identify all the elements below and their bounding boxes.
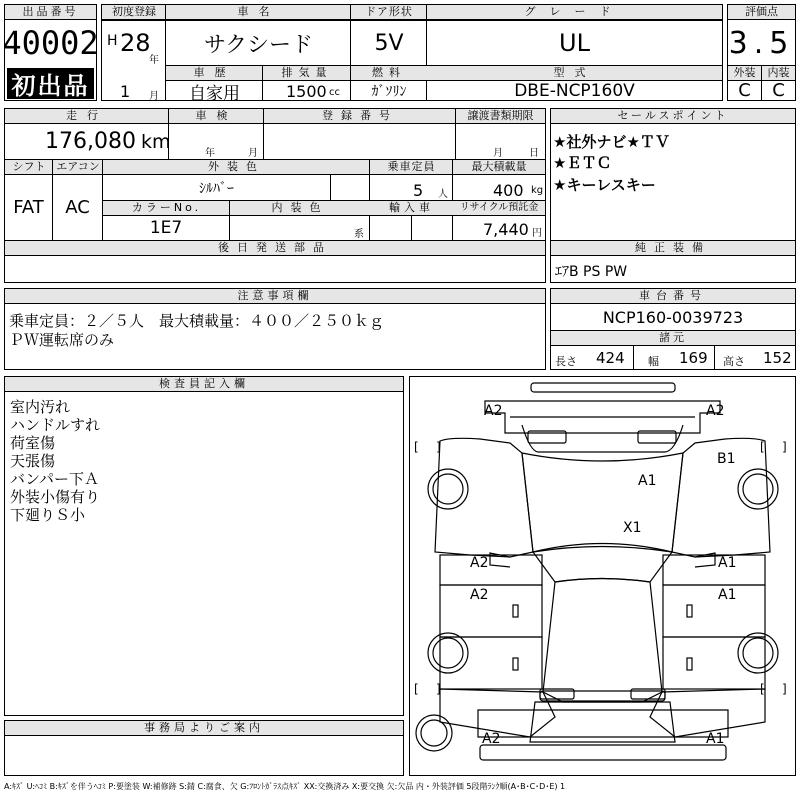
exterior-color-label: 外装色 xyxy=(103,160,370,175)
front-bumper xyxy=(480,745,726,760)
grade-label: グレード xyxy=(427,5,722,20)
transfer-label: 譲渡書類期限 xyxy=(456,109,545,124)
right-rear-door xyxy=(663,585,765,637)
legend: A:ｷｽﾞ U:ﾍｺﾐ B:ｷｽﾞを伴うﾍｺﾐ P:要塗装 W:補修跡 S:錆 C:腐食、欠 G:ﾌﾛﾝﾄｶﾞﾗｽ点ｷｽﾞ XX:交換済み X:要交換 欠:欠品 内・外装評価 5段階ﾗﾝｸ順(A･B･C･D･E) 1 xyxy=(4,782,566,791)
bracket-top-left-close: ] xyxy=(436,440,441,454)
sales-point-item: ★キーレスキー xyxy=(553,176,656,194)
inspector-line: ハンドルすれ xyxy=(10,416,101,434)
bracket-bottom-left: [ xyxy=(414,682,419,696)
displacement-unit: cc xyxy=(329,87,340,98)
model-value: DBE-NCP160V xyxy=(514,81,635,101)
notes-line: ＰＷ運転席のみ xyxy=(9,331,115,349)
exterior-color-value: ｼﾙﾊﾞｰ xyxy=(199,180,234,197)
capacity-value: 5 xyxy=(413,181,424,200)
score-label: 評価点 xyxy=(728,5,795,20)
inspection-month-unit: 月 xyxy=(248,148,258,159)
car-name-label: 車名 xyxy=(166,5,351,20)
right-front-door xyxy=(663,637,765,689)
notes-box xyxy=(4,288,546,370)
parts-later-label: 後日発送部品 xyxy=(5,241,545,256)
notes-label: 注意事項欄 xyxy=(5,289,545,304)
score-value: 3.5 xyxy=(728,25,795,61)
car-name-value: サクシード xyxy=(203,32,314,58)
front-grille xyxy=(530,702,675,742)
mileage-value: 176,080 xyxy=(45,129,136,154)
inspection-label: 車検 xyxy=(169,109,264,124)
registration-year: 28 xyxy=(120,29,151,57)
mark-left-rear-door: A2 xyxy=(470,555,489,571)
length-value: 424 xyxy=(596,349,625,367)
inspector-box xyxy=(4,376,404,716)
car-diagram-svg xyxy=(410,377,795,775)
inspector-line: バンパー下Ａ xyxy=(10,470,99,488)
bracket-bottom-right: [ xyxy=(760,682,765,696)
lot-box xyxy=(4,4,97,101)
transfer-month-unit: 月 xyxy=(493,148,503,159)
fuel-label: 燃料 xyxy=(351,66,427,81)
first-listing-badge: 初出品 xyxy=(7,68,94,99)
chassis-value: NCP160-0039723 xyxy=(602,307,744,327)
right-rear-door-top xyxy=(663,555,765,585)
office-label: 事務局よりご案内 xyxy=(5,721,403,736)
left-front-fender xyxy=(440,689,555,737)
inspector-line: 外装小傷有り xyxy=(10,488,101,506)
transfer-day-unit: 日 xyxy=(529,148,539,159)
chassis-box xyxy=(550,288,796,370)
height-value: 152 xyxy=(763,349,792,367)
import-label: 輸入車 xyxy=(370,201,453,216)
rear-glass xyxy=(522,425,683,452)
plate-label: 登録番号 xyxy=(264,109,456,124)
interior-score: C xyxy=(772,79,785,101)
interior-color-unit: 系 xyxy=(354,229,364,240)
inspector-line: 下廻りＳ小 xyxy=(10,506,86,524)
recycle-unit: 円 xyxy=(532,228,542,239)
mark-right-front-door: A1 xyxy=(718,587,737,603)
bracket-top-right: [ xyxy=(760,440,765,454)
max-load-label: 最大積載量 xyxy=(453,160,545,175)
sales-point-item: ★ＥＴＣ xyxy=(553,154,612,172)
notes-line: 乗車定員：２／５人 最大積載量：４００／２５０ｋｇ xyxy=(9,312,385,330)
registration-month: 1 xyxy=(120,82,131,101)
bracket-top-left: [ xyxy=(414,440,419,454)
lot-label: 出品番号 xyxy=(5,5,96,20)
exterior-score-label: 外装 xyxy=(728,66,761,81)
sales-points-label: セールスポイント xyxy=(551,109,795,124)
color-no-value: 1E7 xyxy=(149,218,183,238)
left-rear-fender xyxy=(435,438,533,557)
front-bumper-area xyxy=(478,710,728,737)
inspector-line: 荷室傷 xyxy=(10,434,56,452)
equipment-label: 純正装備 xyxy=(551,241,795,256)
mark-hood: X1 xyxy=(623,520,642,536)
left-rear-door-top xyxy=(440,555,542,585)
inspector-label: 検査員記入欄 xyxy=(5,377,403,392)
equipment-value: ｴｱB PS PW xyxy=(555,264,628,280)
mileage-label: 走行 xyxy=(5,109,169,124)
width-label: 幅 xyxy=(648,355,659,368)
inspector-line: 室内汚れ xyxy=(10,398,71,416)
max-load-value: 400 xyxy=(493,181,524,200)
office-box xyxy=(4,720,404,776)
color-no-label: カラーNo. xyxy=(103,201,230,216)
lot-number: 40002 xyxy=(2,24,99,62)
inspector-line: 天張傷 xyxy=(10,452,56,470)
score-box xyxy=(727,4,796,101)
door-value: 5V xyxy=(374,30,404,56)
length-label: 長さ xyxy=(555,355,577,368)
mark-rear-left: A2 xyxy=(484,403,503,419)
shift-value: FAT xyxy=(13,196,44,218)
mark-rear-right-wheel: B1 xyxy=(717,451,736,467)
bracket-top-right-close: ] xyxy=(782,440,787,454)
car-diagram xyxy=(409,376,796,776)
hood xyxy=(543,579,662,703)
left-rear-door xyxy=(440,585,542,637)
history-label: 車歴 xyxy=(166,66,263,81)
mark-roof: A1 xyxy=(638,473,657,489)
inspection-year-unit: 年 xyxy=(205,148,215,159)
interior-color-label: 内装色 xyxy=(230,201,370,216)
details-grid xyxy=(4,108,546,283)
recycle-value: 7,440 xyxy=(483,220,529,239)
registration-label: 初度登録 xyxy=(102,5,166,20)
exterior-score: C xyxy=(738,79,751,101)
height-label: 高さ xyxy=(723,355,745,368)
registration-month-unit: 月 xyxy=(149,91,159,102)
interior-score-label: 内装 xyxy=(762,66,795,81)
aircon-value: AC xyxy=(65,196,90,218)
left-front-door xyxy=(440,637,542,689)
capacity-unit: 人 xyxy=(438,189,448,200)
shift-label: シフト xyxy=(5,160,53,175)
rear-bumper-top xyxy=(531,383,675,392)
mark-left-front-door: A2 xyxy=(470,587,489,603)
recycle-label: リサイクル預託金 xyxy=(453,201,545,216)
fuel-value: ｶﾞｿﾘﾝ xyxy=(371,84,407,100)
bracket-bottom-right-close: ] xyxy=(782,682,787,696)
mark-front-right: A1 xyxy=(706,731,725,747)
registration-year-unit: 年 xyxy=(149,55,159,66)
grade-value: UL xyxy=(559,29,590,57)
width-value: 169 xyxy=(679,349,708,367)
bracket-bottom-left-close: ] xyxy=(436,682,441,696)
aircon-label: エアコン xyxy=(53,160,103,175)
header-grid xyxy=(101,4,723,104)
sales-point-item: ★社外ナビ★ＴＶ xyxy=(553,133,670,151)
mark-right-rear-door: A1 xyxy=(718,555,737,571)
chassis-label: 車台番号 xyxy=(551,289,795,304)
roof xyxy=(522,453,683,552)
registration-era: H xyxy=(107,33,118,49)
max-load-unit: kg xyxy=(531,185,544,196)
displacement-value: 1500 xyxy=(286,82,327,101)
history-value: 自家用 xyxy=(189,83,240,104)
dimensions-label: 諸元 xyxy=(551,331,795,346)
right-front-fender xyxy=(650,689,765,737)
model-label: 型式 xyxy=(427,66,722,81)
mark-front-left: A2 xyxy=(482,731,501,747)
sales-points-box xyxy=(550,108,796,283)
capacity-label: 乗車定員 xyxy=(370,160,453,175)
mark-rear-right: A2 xyxy=(706,403,725,419)
mileage-unit: km xyxy=(141,131,171,153)
displacement-label: 排気量 xyxy=(263,66,351,81)
door-label: ドア形状 xyxy=(351,5,427,20)
